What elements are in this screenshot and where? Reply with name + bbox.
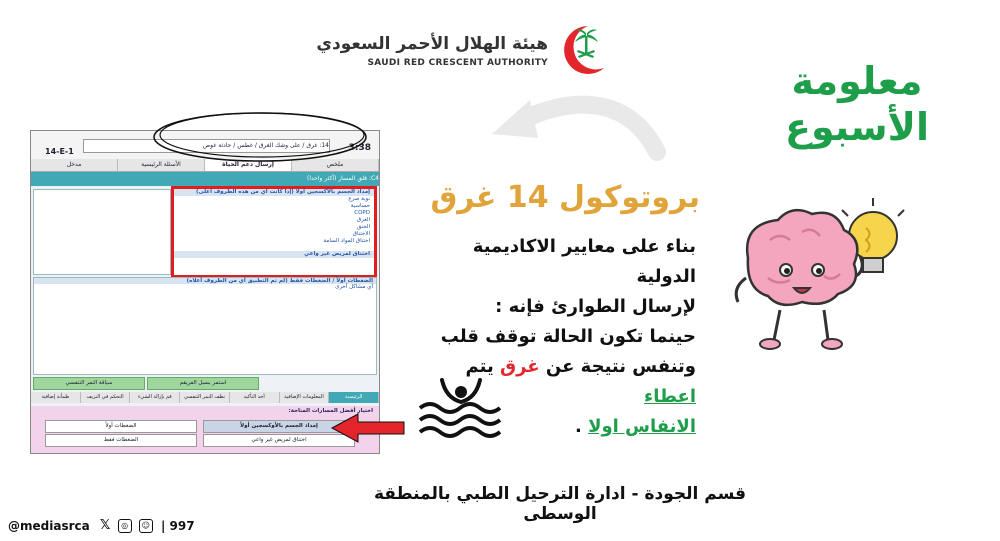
bottom-tab[interactable]: الرئيسية — [329, 392, 379, 403]
screenshot-time: 3:38 — [348, 143, 371, 153]
compressions-only-button[interactable]: الضغطات فقط — [45, 434, 197, 447]
green-option-button[interactable]: سياقة النمر التنفسي — [33, 377, 145, 390]
redbox-row: COPD — [354, 210, 370, 216]
second-panel-header: الضغطات أولاً / الضغطات فقط (لم تم التطبيق أي من الظروف أعلاه) — [34, 278, 376, 284]
body-line-2: لإرسال الطوارئ فإنه : — [495, 296, 696, 317]
highlight-circle — [150, 108, 370, 166]
curved-arrow-icon — [472, 82, 672, 168]
oxygen-first-button[interactable]: إمداد الجسم بالأوكسجين أولاً — [203, 420, 355, 433]
redbox-row: حساسية — [350, 203, 370, 209]
weekly-info-heading — [772, 58, 942, 150]
second-panel — [33, 277, 377, 375]
give-word: اعطاء — [644, 386, 696, 407]
screenshot-teal-bar: C4: قلق المسار (أكثر واحدا) — [31, 172, 379, 186]
weekly-line-1: معلومة — [791, 59, 923, 103]
bottom-tab[interactable]: نطف النمر التنفسي — [180, 392, 230, 403]
social-handle: @mediasrca — [8, 518, 90, 533]
highlighted-protocol-box — [171, 186, 377, 278]
instagram-icon[interactable]: ◎ — [118, 519, 132, 533]
redbox-row: الاختناق — [352, 231, 370, 237]
pathway-label: اختيار أفضل المسارات المتاحة: — [288, 408, 373, 414]
bottom-tab[interactable]: أخذ التأكيد — [230, 392, 280, 403]
screenshot-code: 14-E-1 — [45, 147, 74, 156]
body-line-4b: يتم — [465, 356, 494, 377]
brain-lightbulb-illustration — [728, 198, 908, 376]
bottom-tab[interactable]: التحكم في النزيف — [81, 392, 131, 403]
redbox-row: اختناق المواد السامة — [323, 238, 370, 244]
dispatch-software-screenshot — [30, 130, 380, 454]
redbox-row: إمداد الجسم بالأكسجين أولاً (إذا كانت أي من هذه الظروف أعلى) — [174, 189, 374, 196]
footer-department: قسم الجودة - ادارة الترحيل الطبي بالمنطقة الوسطى — [374, 484, 746, 524]
snapchat-icon[interactable]: ☺ — [139, 519, 153, 533]
drowning-person-icon — [418, 378, 504, 440]
body-line-5-end: . — [574, 416, 582, 437]
bottom-tab[interactable]: طمأنة إضافية — [31, 392, 81, 403]
tab-key-questions[interactable]: الأسئلة الرئيسية — [118, 159, 205, 171]
hotline-number: 997 — [169, 518, 195, 533]
redbox-row: نوبة صرع — [348, 196, 370, 202]
org-name-arabic: هيئة الهلال الأحمر السعودي — [316, 34, 548, 54]
divider: | — [160, 518, 166, 533]
brain-icon — [736, 210, 862, 349]
red-crescent-logo — [558, 22, 610, 78]
left-blank-panel — [33, 189, 171, 275]
social-handle-bar — [8, 518, 195, 533]
redbox-row: الخنق — [356, 224, 370, 230]
body-line-4a: وتنفس نتيجة عن — [545, 356, 696, 377]
redbox-row: اختناق لمريض غير واعي — [174, 251, 374, 258]
bottom-tab[interactable]: قم بإزالة الشيء — [130, 392, 180, 403]
unconscious-choking-button[interactable]: اختناق لمريض غير واعي — [203, 434, 355, 447]
compressions-first-button[interactable]: الضغطات أولاً — [45, 420, 197, 433]
red-arrow-icon — [328, 410, 408, 446]
green-option-button[interactable]: استمر بسبل الفريقم — [147, 377, 259, 390]
org-name-english: SAUDI RED CRESCENT AUTHORITY — [367, 58, 548, 68]
body-line-3: حينما تكون الحالة توقف قلب — [440, 326, 696, 347]
body-line-1: بناء على معايير الاكاديمية الدولية — [472, 236, 696, 287]
breaths-first: الانفاس اولا — [588, 416, 696, 437]
bottom-tabs — [31, 392, 379, 403]
redbox-row: الغرق — [356, 217, 370, 223]
weekly-line-2: الأسبوع — [785, 105, 929, 149]
tab-entry[interactable]: مدخل — [31, 159, 118, 171]
protocol-title: بروتوكول 14 غرق — [430, 180, 700, 215]
x-icon[interactable]: 𝕏 — [99, 518, 111, 533]
screenshot-breadcrumb: 14: غرق / على وشك الغرق / غطس / حادثة غوص — [83, 139, 330, 153]
tab-summary[interactable]: ملخص — [292, 159, 379, 171]
drowning-word: غرق — [500, 356, 540, 377]
pathway-selection-panel — [31, 406, 379, 453]
second-panel-row: أي مشاكل أخرى — [335, 284, 373, 290]
bottom-tab[interactable]: المعلومات الإضافية — [280, 392, 330, 403]
tab-life-support[interactable]: إرسال دعم الحياة — [205, 159, 292, 171]
